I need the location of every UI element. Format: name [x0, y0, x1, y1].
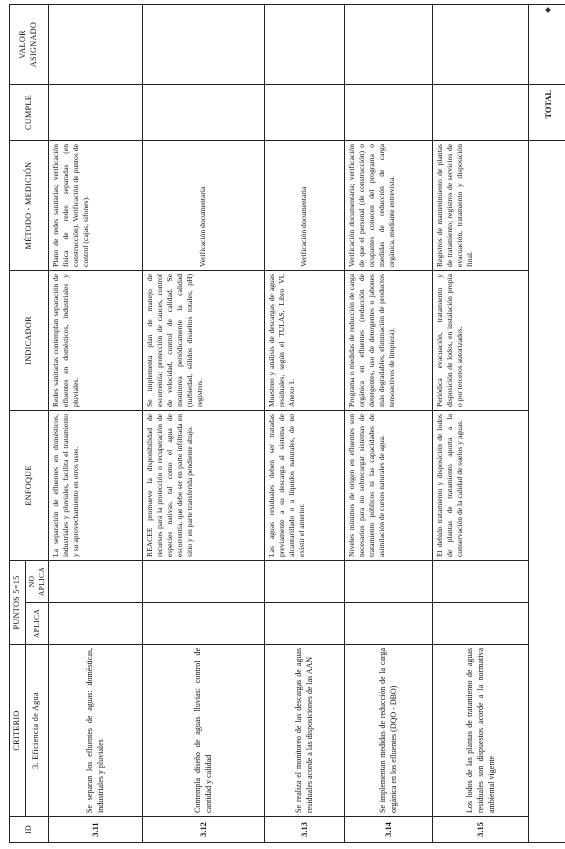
bullet-icon: [546, 7, 552, 13]
header-metodo: MÉTODO - MEDICIÓN: [10, 140, 49, 270]
aplica-cell: [344, 603, 432, 645]
row-metodo: Plano de redes sanitarias; verificación física de redes separadas (en construcción). Verificación de puntos de control (cajas, sifones).: [48, 140, 142, 270]
row-criterio: Se realiza el monitoreo de las descargas de aguas residuales acorde a las disposiciones de las AAN: [264, 645, 344, 817]
header-valor: VALOR ASIGNADO: [10, 4, 49, 84]
cumple-cell: [344, 84, 432, 140]
header-cumple: CUMPLE: [10, 84, 49, 140]
cumple-cell: [264, 84, 344, 140]
rotated-table-wrapper: [9, 5, 557, 843]
row-id: 3.15: [432, 817, 528, 843]
aplica-cell: [264, 603, 344, 645]
row-criterio: Contempla diseño de aguas lluvias: control de cantidad y calidad: [142, 645, 264, 817]
row-indicador: Redes sanitarias contemplan separación de efluentes en domésticos, industriales y pluviales.: [48, 270, 142, 410]
total-value-cell: [528, 4, 565, 84]
header-criterio: CRITERIO: [10, 645, 26, 817]
table-row: [264, 4, 344, 842]
no-aplica-cell: [344, 560, 432, 602]
header-enfoque: ENFOQUE: [10, 410, 49, 560]
row-criterio: Se implementan medidas de reducción de la carga orgánica en los efluentes (DQO - DBO): [344, 645, 432, 817]
header-puntos: PUNTOS 5=15: [10, 560, 26, 644]
valor-cell: [432, 4, 528, 84]
total-label: TOTAL: [528, 84, 565, 140]
row-id: 3.12: [142, 817, 264, 843]
total-row: [528, 4, 565, 842]
header-indicador: INDICADOR: [10, 270, 49, 410]
row-enfoque: REACEE promueve la disponibilidad de recursos para la protección o recuperación de especies nativas, tal como el agua de escorrentía, que debe ser en parte infiltrada en sitio y en parte transferida pendiente abajo.: [142, 410, 264, 560]
table-row: [432, 4, 528, 842]
header-section: 3. Eficiencia de Agua: [25, 645, 48, 817]
no-aplica-cell: [432, 560, 528, 602]
row-id: 3.11: [48, 817, 142, 843]
valor-cell: [142, 4, 264, 84]
cumple-cell: [142, 84, 264, 140]
header-aplica: APLICA: [25, 603, 48, 645]
aplica-cell: [48, 603, 142, 645]
row-indicador: Periódica evacuación, tratamiento y disposición de lodos, en instalación propia o por terceros autorizados.: [432, 270, 528, 410]
evaluation-table: [9, 4, 565, 843]
table-row: [48, 4, 142, 842]
valor-cell: [344, 4, 432, 84]
row-criterio: Se separan los efluentes de aguas: domésticas, industriales y pluviales: [48, 645, 142, 817]
no-aplica-cell: [48, 560, 142, 602]
valor-cell: [48, 4, 142, 84]
row-indicador: Se implementa plan de manejo de escorrentía: protección de cauces, control de velocidad, control de calidad. Se monitorea periódicamente la calidad (turbiedad, sólidos disueltos totales, pH) registros.: [142, 270, 264, 410]
header-id: ID: [10, 817, 49, 843]
no-aplica-cell: [142, 560, 264, 602]
table-row: [142, 4, 264, 842]
row-enfoque: Las aguas residuales deben ser tratadas previamente a su descarga al sistema de alcantarillado o a líquidos naturales, de no existir el anterior.: [264, 410, 344, 560]
row-metodo: Verificación documentaria: [264, 140, 344, 270]
row-enfoque: Niveles mínimos de origen en efluentes son necesarios para no sobrecargar sistemas de tratamiento públicos ni las capacidades de asimilación de cursos naturales de agua.: [344, 410, 432, 560]
row-id: 3.13: [264, 817, 344, 843]
cumple-cell: [432, 84, 528, 140]
row-criterio: Los lodos de las plantas de tratamiento de aguas residuales son dispuestos acorde a la normativa ambiental vigente: [432, 645, 528, 817]
header-no-aplica: NO APLICA: [25, 560, 48, 602]
cumple-cell: [48, 84, 142, 140]
aplica-cell: [142, 603, 264, 645]
table-row: [344, 4, 432, 842]
row-metodo: Verificación documentaria: [142, 140, 264, 270]
row-enfoque: La separación de efluentes en domésticos, industriales y pluviales, facilita el tratamiento y su aprovechamiento en otros usos.: [48, 410, 142, 560]
valor-cell: [264, 4, 344, 84]
aplica-cell: [432, 603, 528, 645]
header-row-1: [10, 4, 26, 842]
row-metodo: Registros de mantenimiento de plantas de tratamiento; registros de servicios de evacuación, tratamiento y disposición final.: [432, 140, 528, 270]
row-id: 3.14: [344, 817, 432, 843]
no-aplica-cell: [264, 560, 344, 602]
row-enfoque: El debido tratamiento y disposición de lodos de plantas de tratamiento aporta a la conservación de la calidad de suelos y aguas.: [432, 410, 528, 560]
row-metodo: Verificación documentaria; verificación de que el personal (de construcción) o ocupantes conocen del programa o medidas de reducción de carga orgánica, mediante entrevista.: [344, 140, 432, 270]
total-spacer: [528, 140, 565, 842]
row-indicador: Programa o medidas de reducción de carga orgánica en efluentes (reducción de detergentes, uso de detergentes o jabones más degradables, eliminación de productos tensoactivos de limpieza).: [344, 270, 432, 410]
row-indicador: Muestreo y análisis de descargas de aguas residuales, según el TULAS, Libro VI, Anexo 1.: [264, 270, 344, 410]
